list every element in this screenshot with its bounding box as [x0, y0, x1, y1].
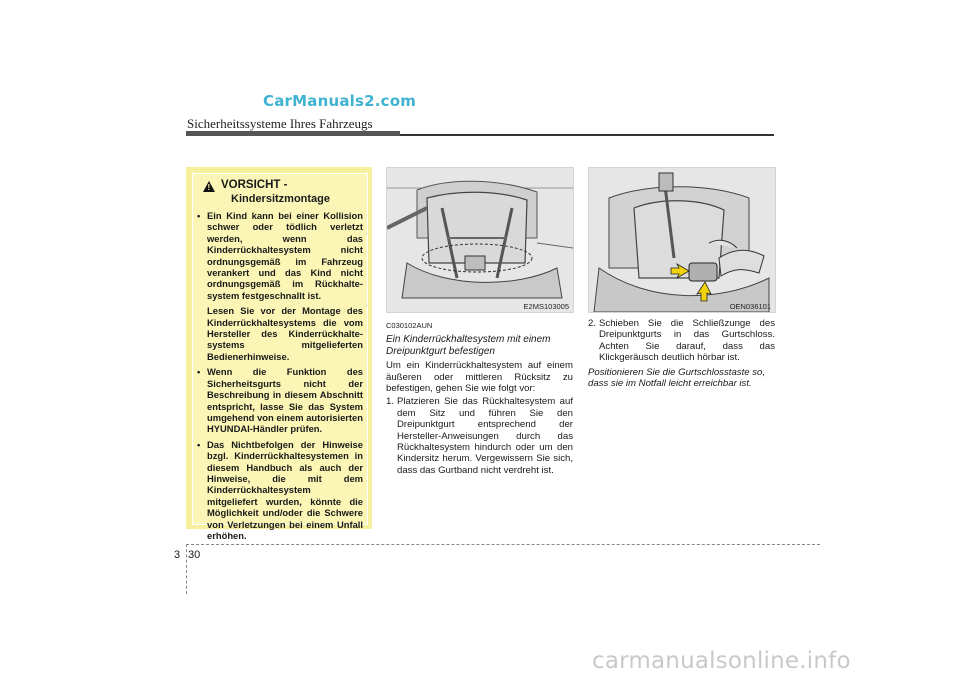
footer-rule — [186, 544, 820, 545]
note: Positionieren Sie die Gurtschlosstaste so, dass sie im Notfall leicht erreichbar ist. — [588, 366, 766, 390]
header-rule-thin — [400, 134, 774, 136]
step-number: 2. — [588, 318, 597, 329]
caution-subtitle: Kindersitzmontage — [231, 193, 331, 205]
child-seat-illustration — [387, 168, 573, 312]
step-2 — [588, 318, 775, 364]
bullet-icon: • — [197, 438, 201, 450]
step-text: Platzieren Sie das Rückhaltesystem auf dem Sitz und führen Sie den Dreipunktgurt entsprechend der Hersteller-Anweisungen durch das Rückhaltesystem hindurch oder um den Kindersitz herum. Vergewissern Sie sich, dass das Gurtband nicht verdreht ist. — [397, 396, 573, 476]
page-number: 30 — [188, 549, 201, 561]
caution-item — [197, 210, 363, 362]
watermark-carmanualsonline: carmanualsonline.info — [592, 648, 851, 674]
chapter-number: 3 — [174, 549, 181, 561]
figure-buckle-insertion — [588, 167, 776, 313]
right-column — [588, 318, 775, 389]
caution-title: VORSICHT - — [221, 179, 288, 191]
middle-column — [386, 320, 573, 476]
footer-vertical-rule — [186, 544, 187, 594]
caution-paragraph: Das Nichtbefolgen der Hinweise bzgl. Kinderrückhaltesystemen in diesem Handbuch als auch der Hinweise, die mit dem Kinderrückhaltesystem mitgeliefert wurden, könnte die Möglichkeit und/oder die Schwere von Verletzungen bei einem Unfall erhöhen. — [207, 438, 363, 541]
figure-code: E2MS103005 — [523, 302, 569, 311]
figure-code: OEN036101 — [729, 302, 771, 311]
buckle-illustration — [589, 168, 775, 312]
caution-paragraph: Ein Kind kann bei einer Kollision schwer oder tödlich verletzt werden, wenn das Kinderrückhaltesystem nicht ordnungsgemäß im Fahrzeug verankert und das Kind nicht ordnungsgemäß im Rückhalte-system festgeschnallt ist. — [207, 210, 363, 301]
caution-list — [197, 210, 363, 545]
step-number: 1. — [386, 396, 395, 408]
step-text: Schieben Sie die Schließzunge des Dreipunktgurts in das Gurtschloss. Achten Sie darauf, dass das Klickgeräusch deutlich hörbar ist. — [599, 318, 775, 364]
caution-item — [197, 439, 363, 542]
bullet-icon: • — [197, 210, 201, 221]
caution-box — [186, 167, 372, 541]
section-title: Sicherheitssysteme Ihres Fahrzeugs — [187, 116, 373, 131]
caution-item — [197, 366, 363, 434]
watermark-carmanuals2: CarManuals2.com — [263, 92, 417, 110]
figure-child-seat-belt-routing — [386, 167, 574, 313]
intro-paragraph: Um ein Kinderrückhaltesystem auf einem äußeren oder mittleren Rücksitz zu befestigen, gehen Sie wie folgt vor: — [386, 360, 573, 395]
caution-paragraph: Lesen Sie vor der Montage des Kinderrückhaltesystems die vom Hersteller des Kinderrückhalte-systems mitgelieferten Bedienerhinweise. — [207, 305, 363, 362]
bullet-icon: • — [197, 366, 201, 378]
subheading: Ein Kinderrückhaltesystem mit einem Dreipunktgurt befestigen — [386, 334, 551, 357]
section-code: C030102AUN — [386, 321, 433, 330]
step-1 — [386, 396, 573, 476]
header-rule-thick — [186, 131, 400, 136]
caution-paragraph: Wenn die Funktion des Sicherheitsgurts nicht der Beschreibung in diesem Abschnitt entspricht, lasse Sie das System umgehend von einem autorisierten HYUNDAI-Händler prüfen. — [207, 366, 363, 435]
caution-inner — [192, 173, 368, 541]
warning-triangle-icon: ! — [203, 181, 215, 192]
